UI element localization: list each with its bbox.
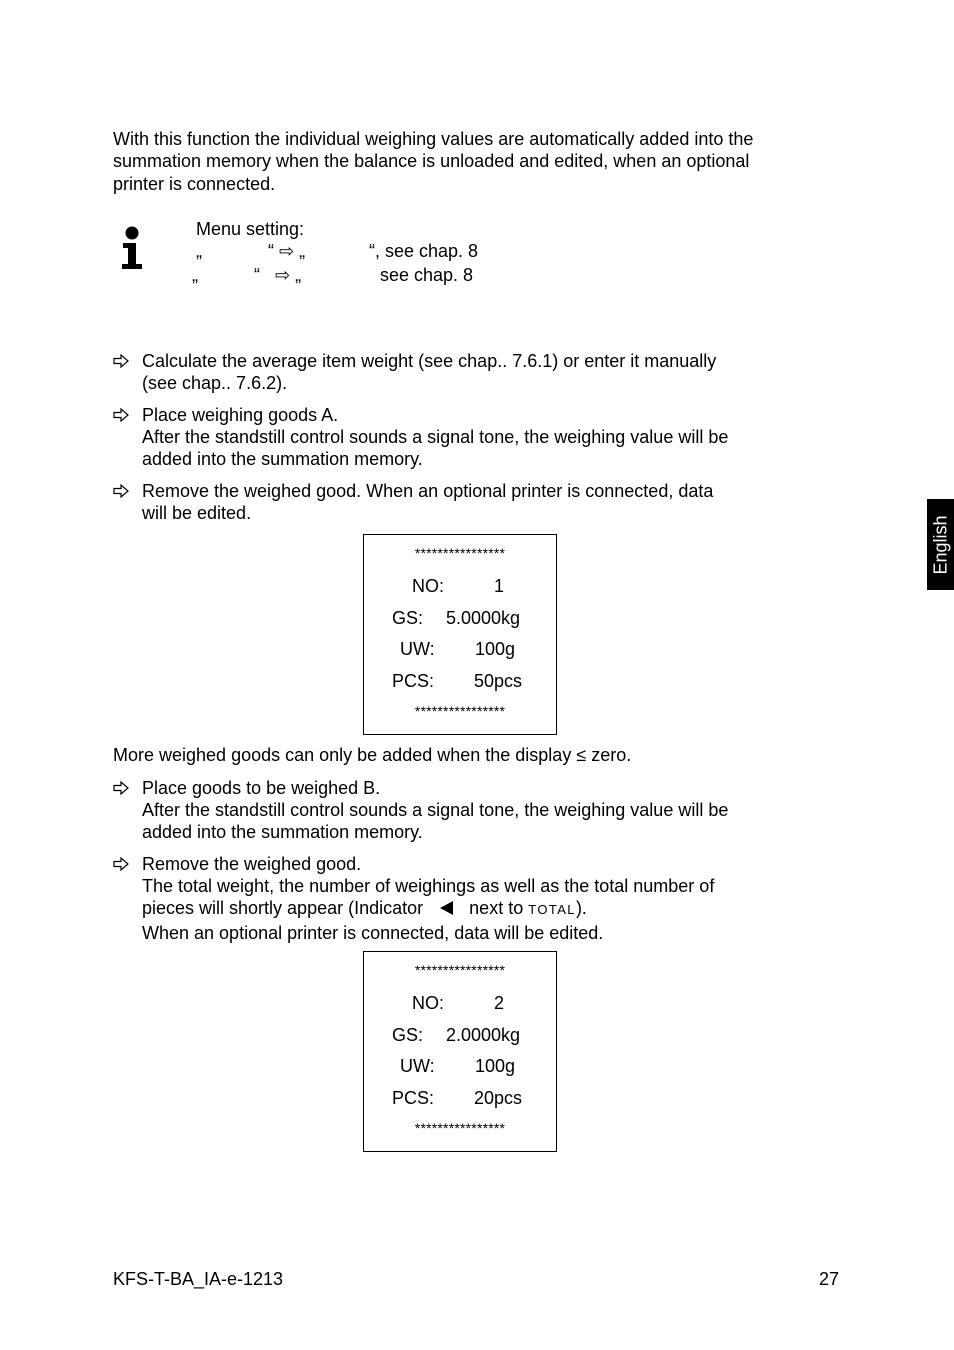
printout-key: NO: (412, 993, 445, 1013)
printout-key: NO: (412, 576, 445, 596)
arrow-right-icon: ⇨ (279, 241, 295, 261)
footer-page-number: 27 (819, 1269, 840, 1289)
step-line: The total weight, the number of weighings as well as the total number of (142, 876, 715, 897)
quote-open: „ (196, 241, 202, 261)
printout-key: UW: (400, 639, 435, 659)
menu-setting-line-2c: see chap. 8 (380, 265, 474, 285)
printout-key: GS: (392, 1025, 424, 1045)
step-line: Place goods to be weighed B. (142, 778, 381, 798)
printout-stars: **************** (414, 962, 506, 978)
indicator-text-end: ). (575, 898, 587, 919)
arrow-right-icon (113, 480, 133, 498)
step-line: will be edited. (142, 503, 252, 524)
quote-close: “ (268, 241, 274, 261)
printout-stars: **************** (414, 545, 506, 561)
step-line: Remove the weighed good. When an optional printer is connected, data (142, 481, 714, 501)
arrow-right-icon (113, 853, 133, 871)
intro-line: With this function the individual weighing values are automatically added into the (113, 129, 754, 149)
quote-close: “ (254, 265, 260, 285)
step-line: (see chap.. 7.6.2). (142, 373, 288, 394)
printout-box (363, 951, 557, 1152)
intro-line: printer is connected. (113, 173, 276, 194)
step-line: added into the summation memory. (142, 822, 423, 843)
intro-paragraph (113, 128, 753, 195)
step-line: Place weighing goods A. (142, 405, 339, 425)
triangle-left-icon (428, 897, 464, 919)
menu-setting-line-1b (268, 241, 305, 262)
menu-setting-line-1c: “, see chap. 8 (369, 241, 479, 261)
quote-open: „ (299, 241, 306, 261)
quote-open: „ (295, 265, 302, 285)
arrow-right-icon (113, 350, 133, 368)
quote-open: „ (192, 265, 198, 285)
total-label: TOTAL (528, 902, 576, 918)
indicator-text-before: pieces will shortly appear (Indicator (142, 898, 424, 919)
printout-value: 2.0000kg (446, 1025, 521, 1045)
indicator-text-after: next to (469, 898, 524, 919)
menu-setting-line-2 (192, 265, 198, 286)
printout-value: 50pcs (474, 671, 523, 691)
step-line: Calculate the average item weight (see chap.. 7.6.1) or enter it manually (142, 351, 717, 371)
menu-setting-line-1 (196, 241, 202, 262)
menu-setting-line-2b (254, 265, 301, 286)
printout-value: 100g (475, 639, 516, 659)
step-line: When an optional printer is connected, data will be edited. (142, 922, 604, 943)
language-label: English (930, 514, 950, 575)
menu-setting-title: Menu setting: (196, 219, 305, 239)
printout-key: PCS: (392, 1088, 435, 1108)
printout-value: 1 (494, 576, 505, 596)
arrow-right-icon: ⇨ (275, 265, 291, 285)
printout-value: 20pcs (474, 1088, 523, 1108)
printout-value: 100g (475, 1056, 516, 1076)
arrow-right-icon (113, 777, 133, 795)
printout-value: 2 (494, 993, 505, 1013)
step-line: After the standstill control sounds a signal tone, the weighing value will be (142, 800, 729, 821)
footer-doc-id: KFS-T-BA_IA-e-1213 (113, 1269, 284, 1289)
printout-box (363, 534, 557, 735)
language-side-tab (927, 499, 954, 590)
printout-key: UW: (400, 1056, 435, 1076)
info-icon (119, 226, 147, 275)
step-line: After the standstill control sounds a signal tone, the weighing value will be (142, 427, 729, 448)
printout-key: GS: (392, 608, 424, 628)
intro-line: summation memory when the balance is unloaded and edited, when an optional (113, 151, 750, 172)
printout-value: 5.0000kg (446, 608, 521, 628)
middle-text: More weighed goods can only be added when the display ≤ zero. (113, 745, 632, 765)
step-line: Remove the weighed good. (142, 854, 362, 874)
printout-key: PCS: (392, 671, 435, 691)
printout-stars: **************** (414, 703, 506, 719)
indicator-line (142, 897, 714, 921)
step-line: added into the summation memory. (142, 449, 423, 470)
arrow-right-icon (113, 404, 133, 422)
printout-stars: **************** (414, 1120, 506, 1136)
